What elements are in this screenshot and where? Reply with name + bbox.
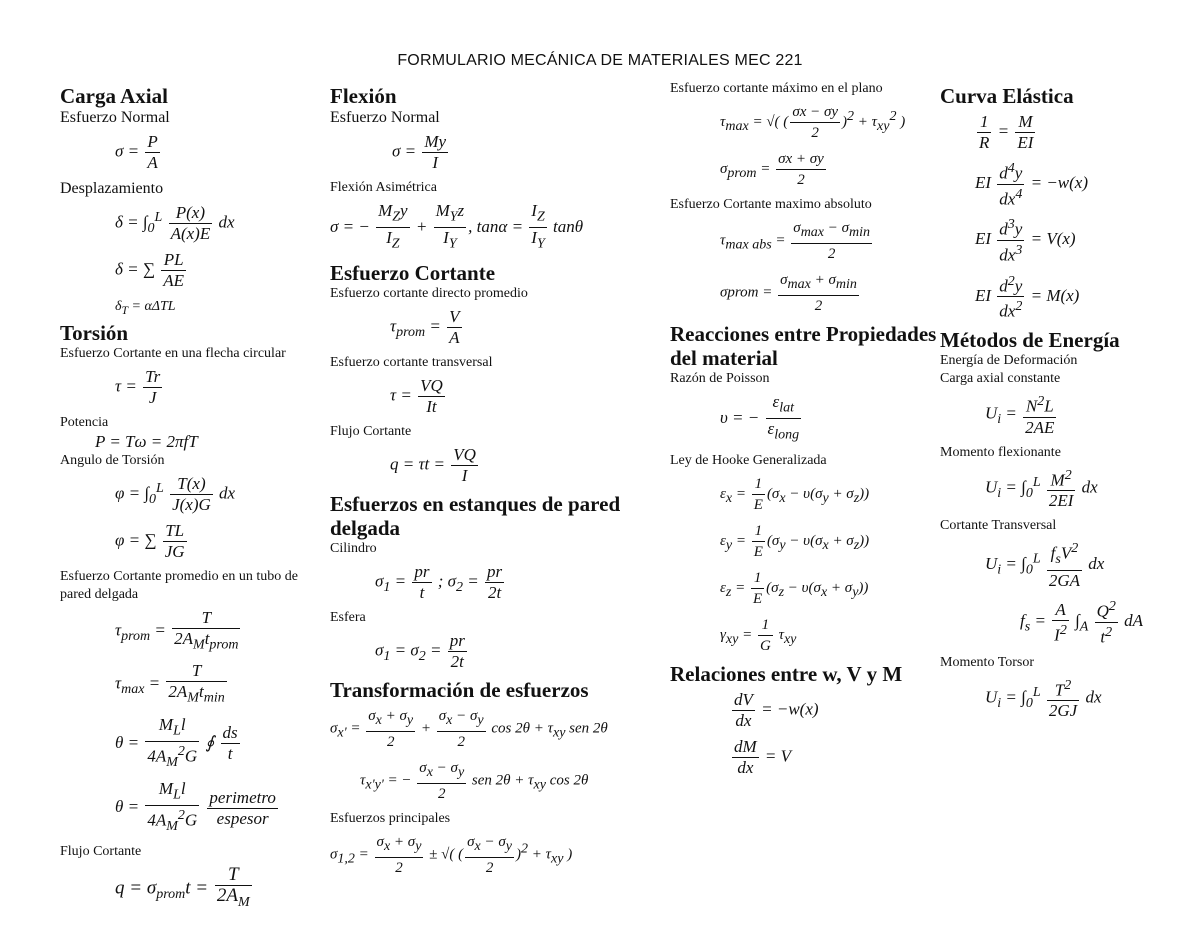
formula-hooke-x: $\varepsilon_x$ = $\frac{1}{E}$ $(\sigma_x - \upsilon(\sigma_y + \sigma_z))$ [720,475,870,513]
heading-carga-axial: Carga Axial [60,84,168,108]
formula-ei-d2y: EI $\frac{d^2y}{dx^2}$ = M(x) [975,273,1080,321]
word-espesor: espesor [216,808,269,828]
formula-phi-sum: φ = ∑ $\frac{TL}{JG}$ [115,520,185,561]
formula-delta-sum: δ = ∑ $\frac{PL}{AE}$ [115,250,185,290]
formula-tau-max-plano: $\tau_{max}$ = √( ( $\frac{\sigma x - \sigma y}{2}$ )$^2 + \tau_{xy}^2$ ) [720,104,906,141]
label-flujo-cortante: Flujo Cortante [60,844,142,860]
heading-estanques: Esfuerzos en estanques de pared delgada [330,491,621,540]
label-cortante-directo: Esfuerzo cortante directo promedio [330,285,528,301]
heading-transformacion: Transformación de esfuerzos [330,677,589,702]
formula-sigma-prom: $\sigma_{prom}$ = $\frac{\sigma x + \sigma y}{2}$ [720,151,824,188]
label-principales: Esfuerzos principales [330,810,451,826]
formula-delta-integral: $\delta = \int_0^L$ $\frac{P(x)}{A(x)E}$ dx [115,203,235,243]
heading-reacciones: Reacciones entre Propiedades del material [670,322,937,370]
formula-sigma-xprime: $\sigma_{x'}$ = $\frac{\sigma_x + \sigma_y}{2}$ + $\frac{\sigma_x - \sigma_y}{2}$ $\cos 2\theta + \tau_{xy}$ sen 2θ [330,707,608,750]
column-flexion [330,84,670,884]
heading-metodos-energia: Métodos de Energía [940,327,1120,352]
formula-q-vq: q = τt = $\frac{VQ}{I}$ [390,444,476,485]
label-razon-poisson: Razón de Poisson [670,371,770,386]
label-potencia: Potencia [60,414,109,430]
label-flexion-asimetrica: Flexión Asimétrica [330,180,437,195]
word-perimetro: perimetro [209,787,276,807]
formula-ui-cortante: $U_i = \int_0^L$ $f_sV^2$ 2GA dx [985,541,1105,591]
column-carga-axial-torsion [60,84,330,919]
column-curva-elastica-energia [940,84,1170,727]
formula-hooke-y: $\varepsilon_y$ = $\frac{1}{E}$ $(\sigma_y - \upsilon(\sigma_x + \sigma_z))$ [720,522,870,560]
formula-sigma-flexion: σ = $\frac{My}{I}$ [392,132,447,172]
formula-dv-dx: $\frac{dV}{dx}$ = −w(x) [734,689,819,730]
heading-esfuerzo-cortante: Esfuerzo Cortante [330,260,496,285]
label-momento-flexionante: Momento flexionante [940,444,1061,460]
label-desplazamiento: Desplazamiento [60,180,164,197]
formula-tau-prom-directo: $\tau_{prom}$ = $\frac{V}{A}$ [390,306,460,347]
heading-relaciones: Relaciones entre w, V y M [670,661,903,686]
label-flujo-cortante-flexion: Flujo Cortante [330,423,412,439]
formula-ui-axial: $U_i$ = $\frac{N^2L}{2AE}$ [985,393,1055,437]
formula-poisson: υ = − $\varepsilon_{lat}$ $\varepsilon_{long}$ [720,392,800,443]
formula-delta-thermal: $\delta_T = \alpha\Delta TL$ [115,299,176,317]
formula-gamma-xy: $\gamma_{xy}$ = $\frac{1}{G}$ $\tau_{xy}$ [720,616,797,654]
formula-q-flujo: $q = \sigma_{prom}t$ = $\frac{T}{2A_M}$ [115,864,250,911]
formula-ei-d3y: EI $\frac{d^3y}{dx^3}$ = V(x) [975,217,1076,265]
label-esfera: Esfera [330,609,366,625]
formula-potencia: P = Tω = 2πfT [95,431,198,451]
column-transformacion-cont [670,80,938,784]
formula-phi-integral: $\varphi = \int_0^L$ $\frac{T(x)}{J(x)G}$ dx [115,473,236,514]
page-title: FORMULARIO MECÁNICA DE MATERIALES MEC 221 [397,52,803,69]
label-cortante-tubo: Esfuerzo Cortante promedio en un tubo de pared delgada [60,568,298,602]
label-ley-hooke: Ley de Hooke Generalizada [670,452,827,468]
formula-sigma-axial: σ = $\frac{P}{A}$ [115,132,158,172]
formula-ui-torsor: $U_i = \int_0^L$ $\frac{T^2}{2GJ}$ dx [985,677,1102,721]
formula-cilindro: $\sigma_1$ = $\frac{pr}{t}$ ; $\sigma_2$ = $\frac{pr}{2t}$ [375,561,503,602]
label-cortante-flecha: Esfuerzo Cortante en una flecha circular [60,345,286,361]
label-cilindro: Cilindro [330,540,377,556]
label-cortante-transversal-energia: Cortante Transversal [940,518,1057,534]
formula-flexion-asimetrica: σ = − $M_Zy$ $I_Z$ + $M_Yz$ $I_Y$ , tanα = $\frac{I_Z}{I_Y}$ tanθ [330,201,584,252]
formula-principales: $\sigma_{1,2}$ = $\frac{\sigma_x + \sigma_y}{2}$ ± √( ( $\frac{\sigma_x - \sigma_y}{2}$ )$^2 + \tau_{xy}$ ) [330,833,573,876]
formula-fs: $f_s$ = $\frac{A}{I^2}$ $\int_A$ $\frac{Q^2}{t^2}$ dA [1020,599,1143,647]
label-momento-torsor: Momento Torsor [940,654,1035,670]
formula-tau-xprime: $\tau_{x'y'}$ = − $\frac{\sigma_x - \sigma_y}{2}$ sen $2\theta + \tau_{xy}$ cos 2θ [360,759,589,802]
formula-ei-d4y: EI $\frac{d^4y}{dx^4}$ = −w(x) [975,161,1088,209]
label-energia-deformacion: Energía de Deformación [940,352,1078,368]
formula-tau-torsion: τ = $\frac{Tr}{J}$ [115,366,161,407]
label-esfuerzo-normal: Esfuerzo Normal [60,109,170,126]
label-carga-axial-constante: Carga axial constante [940,370,1061,386]
formula-sigma-prom-abs: σprom = $\sigma_{max} + \sigma_{min}$ 2 [720,272,857,314]
label-esfuerzo-normal-flexion: Esfuerzo Normal [330,109,440,126]
formula-tau-prom-tubo: $\tau_{prom}$ = T $2A_Mt_{prom}$ [115,607,239,653]
formula-dm-dx: $\frac{dM}{dx}$ = V [734,736,792,777]
label-cortante-transversal: Esfuerzo cortante transversal [330,354,493,370]
label-cortante-max-abs: Esfuerzo Cortante maximo absoluto [670,197,872,212]
formula-tau-max-tubo: $\tau_{max}$ = T $2A_Mt_{min}$ [115,661,225,706]
heading-flexion: Flexión [330,84,397,108]
heading-curva-elastica: Curva Elástica [940,84,1074,108]
formula-theta-integral: θ = $M_Ll$ $4A_M^2G$ ∮ $\frac{ds}{t}$ [115,714,238,771]
formula-theta-perimetro: θ = $M_Ll$ $4A_M^2G$ perimetro espesor [115,779,276,835]
heading-torsion: Torsión [60,320,129,345]
label-cortante-max-plano: Esfuerzo cortante máximo en el plano [670,81,883,96]
formula-tau-max-abs: $\tau_{max abs}$ = $\sigma_{max} - \sigma_{min}$ 2 [720,220,871,262]
formula-tau-vq: τ = $\frac{VQ}{It}$ [390,375,443,416]
label-angulo-torsion: Angulo de Torsión [60,452,165,468]
formula-hooke-z: $\varepsilon_z$ = $\frac{1}{E}$ $(\sigma_z - \upsilon(\sigma_x + \sigma_y))$ [720,569,869,607]
formula-curvatura: $\frac{1}{R}$ = $\frac{M}{EI}$ [979,112,1034,152]
formula-esfera: $\sigma_1 = \sigma_2$ = $\frac{pr}{2t}$ [375,630,465,671]
formula-ui-flexion: $U_i = \int_0^L$ $\frac{M^2}{2EI}$ dx [985,467,1098,511]
